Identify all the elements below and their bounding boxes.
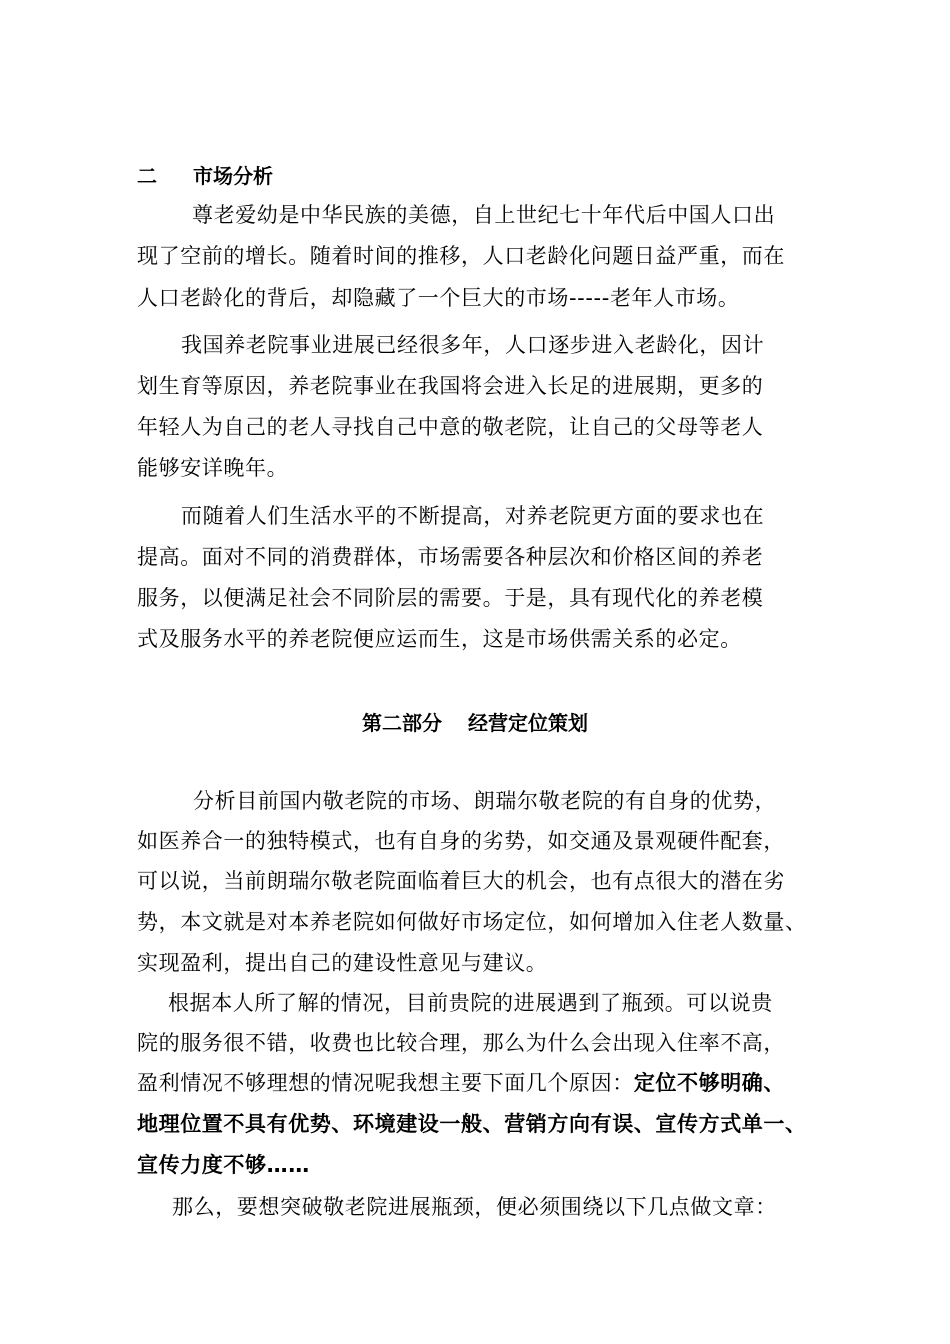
paragraph-1-line-2: 现了空前的增长。随着时间的推移，人口老龄化问题日益严重，而在 xyxy=(137,244,785,268)
paragraph-1-line-1: 尊老爱幼是中华民族的美德，自上世纪七十年代后中国人口出 xyxy=(192,203,776,227)
paragraph-4-line-3: 可以说，当前朗瑞尔敬老院面临着巨大的机会，也有点很大的潜在劣 xyxy=(137,869,785,893)
paragraph-2-line-4: 能够安详晚年。 xyxy=(137,456,289,480)
paragraph-5-line-4: 地理位置不具有优势、环境建设一般、营销方向有误、宣传方式单一、 xyxy=(137,1112,807,1136)
paragraph-6: 那么，要想突破敬老院进展瓶颈，便必须围绕以下几点做文章： xyxy=(172,1195,777,1219)
paragraph-4-line-5: 实现盈利，提出自己的建设性意见与建议。 xyxy=(137,951,548,975)
paragraph-5-line-3-bold: 定位不够明确、 xyxy=(633,1071,786,1095)
part-title xyxy=(0,709,950,737)
paragraph-5-line-1: 根据本人所了解的情况，目前贵院的进展遇到了瓶颈。可以说贵 xyxy=(168,991,773,1015)
paragraph-2-line-3: 年轻人为自己的老人寻找自己中意的敬老院，让自己的父母等老人 xyxy=(137,415,764,439)
paragraph-2-line-2: 划生育等原因，养老院事业在我国将会进入长足的进展期，更多的 xyxy=(137,374,764,398)
paragraph-4-line-1: 分析目前国内敬老院的市场、朗瑞尔敬老院的有自身的优势， xyxy=(193,789,777,813)
paragraph-3-line-1: 而随着人们生活水平的不断提高，对养老院更方面的要求也在 xyxy=(181,504,765,528)
paragraph-5-line-3-text: 盈利情况不够理想的情况呢我想主要下面几个原因： xyxy=(137,1071,634,1095)
paragraph-5-line-2: 院的服务很不错，收费也比较合理，那么为什么会出现入住率不高， xyxy=(137,1031,785,1055)
section-number: 二 xyxy=(137,164,157,188)
paragraph-3-line-4: 式及服务水平的养老院便应运而生，这是市场供需关系的必定。 xyxy=(137,627,742,651)
paragraph-4-line-4: 势，本文就是对本养老院如何做好市场定位，如何增加入住老人数量、 xyxy=(137,910,807,934)
paragraph-5-line-5: 宣传力度不够…… xyxy=(137,1153,310,1177)
part-name: 经营定位策划 xyxy=(468,711,588,735)
section-title: 市场分析 xyxy=(193,164,273,188)
paragraph-5-line-3 xyxy=(137,1069,785,1097)
section-heading xyxy=(137,162,273,190)
paragraph-3-line-2: 提高。面对不同的消费群体，市场需要各种层次和价格区间的养老 xyxy=(137,545,764,569)
part-label: 第二部分 xyxy=(362,711,442,735)
paragraph-2-line-1: 我国养老院事业进展已经很多年，人口逐步进入老龄化，因计 xyxy=(181,333,765,357)
paragraph-1-line-3: 人口老龄化的背后，却隐藏了一个巨大的市场-----老年人市场。 xyxy=(137,286,740,310)
paragraph-3-line-3: 服务，以便满足社会不同阶层的需要。于是，具有现代化的养老模 xyxy=(137,586,764,610)
paragraph-4-line-2: 如医养合一的独特模式，也有自身的劣势，如交通及景观硬件配套， xyxy=(137,829,785,853)
